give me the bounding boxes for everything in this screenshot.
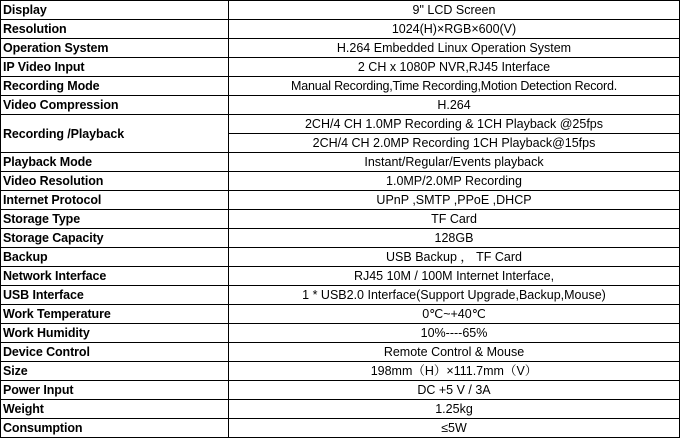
spec-label-device-control: Device Control [1,343,229,362]
table-row [1,419,680,438]
spec-label-recording-mode: Recording Mode [1,77,229,96]
spec-value-storage-type: TF Card [229,210,680,229]
table-row [1,153,680,172]
table-row [1,362,680,381]
spec-value-ip-video-input: 2 CH x 1080P NVR,RJ45 Interface [229,58,680,77]
spec-label-network-interface: Network Interface [1,267,229,286]
table-row [1,286,680,305]
table-row [1,229,680,248]
spec-value-internet-protocol: UPnP ,SMTP ,PPoE ,DHCP [229,191,680,210]
spec-label-display: Display [1,1,229,20]
table-row [1,343,680,362]
table-row [1,324,680,343]
table-row [1,191,680,210]
spec-label-size: Size [1,362,229,381]
spec-label-ip-video-input: IP Video Input [1,58,229,77]
table-row [1,77,680,96]
spec-value-network-interface: RJ45 10M / 100M Internet Interface, [229,267,680,286]
table-row [1,248,680,267]
spec-label-weight: Weight [1,400,229,419]
spec-value-usb-interface: 1 * USB2.0 Interface(Support Upgrade,Backup,Mouse) [229,286,680,305]
spec-value-resolution: 1024(H)×RGB×600(V) [229,20,680,39]
spec-value-power-input: DC +5 V / 3A [229,381,680,400]
table-row [1,39,680,58]
spec-value-video-resolution: 1.0MP/2.0MP Recording [229,172,680,191]
spec-value-recording-playback-1: 2CH/4 CH 1.0MP Recording & 1CH Playback @25fps [229,115,680,134]
table-row [1,58,680,77]
spec-label-consumption: Consumption [1,419,229,438]
table-row [1,115,680,134]
spec-value-device-control: Remote Control & Mouse [229,343,680,362]
spec-value-recording-mode: Manual Recording,Time Recording,Motion Detection Record. [229,77,680,96]
spec-label-video-compression: Video Compression [1,96,229,115]
spec-label-playback-mode: Playback Mode [1,153,229,172]
spec-value-display: 9" LCD Screen [229,1,680,20]
table-row [1,20,680,39]
spec-value-consumption: ≤5W [229,419,680,438]
spec-label-work-humidity: Work Humidity [1,324,229,343]
table-row [1,172,680,191]
spec-label-internet-protocol: Internet Protocol [1,191,229,210]
spec-label-operation-system: Operation System [1,39,229,58]
table-row [1,400,680,419]
table-row [1,381,680,400]
spec-value-work-temperature: 0℃~+40℃ [229,305,680,324]
spec-value-weight: 1.25kg [229,400,680,419]
table-row [1,305,680,324]
spec-table-body [1,1,680,438]
spec-value-backup: USB Backup ， TF Card [229,248,680,267]
spec-value-recording-playback-2: 2CH/4 CH 2.0MP Recording 1CH Playback@15fps [229,134,680,153]
table-row [1,267,680,286]
spec-value-storage-capacity: 128GB [229,229,680,248]
table-row [1,96,680,115]
spec-value-video-compression: H.264 [229,96,680,115]
spec-value-operation-system: H.264 Embedded Linux Operation System [229,39,680,58]
table-row [1,1,680,20]
spec-label-recording-playback: Recording /Playback [1,115,229,153]
spec-label-video-resolution: Video Resolution [1,172,229,191]
spec-label-work-temperature: Work Temperature [1,305,229,324]
spec-label-storage-type: Storage Type [1,210,229,229]
spec-label-storage-capacity: Storage Capacity [1,229,229,248]
spec-label-backup: Backup [1,248,229,267]
spec-value-playback-mode: Instant/Regular/Events playback [229,153,680,172]
spec-label-resolution: Resolution [1,20,229,39]
spec-label-usb-interface: USB Interface [1,286,229,305]
spec-value-size: 198mm（H）×111.7mm（V） [229,362,680,381]
table-row [1,210,680,229]
spec-label-power-input: Power Input [1,381,229,400]
spec-value-work-humidity: 10%----65% [229,324,680,343]
